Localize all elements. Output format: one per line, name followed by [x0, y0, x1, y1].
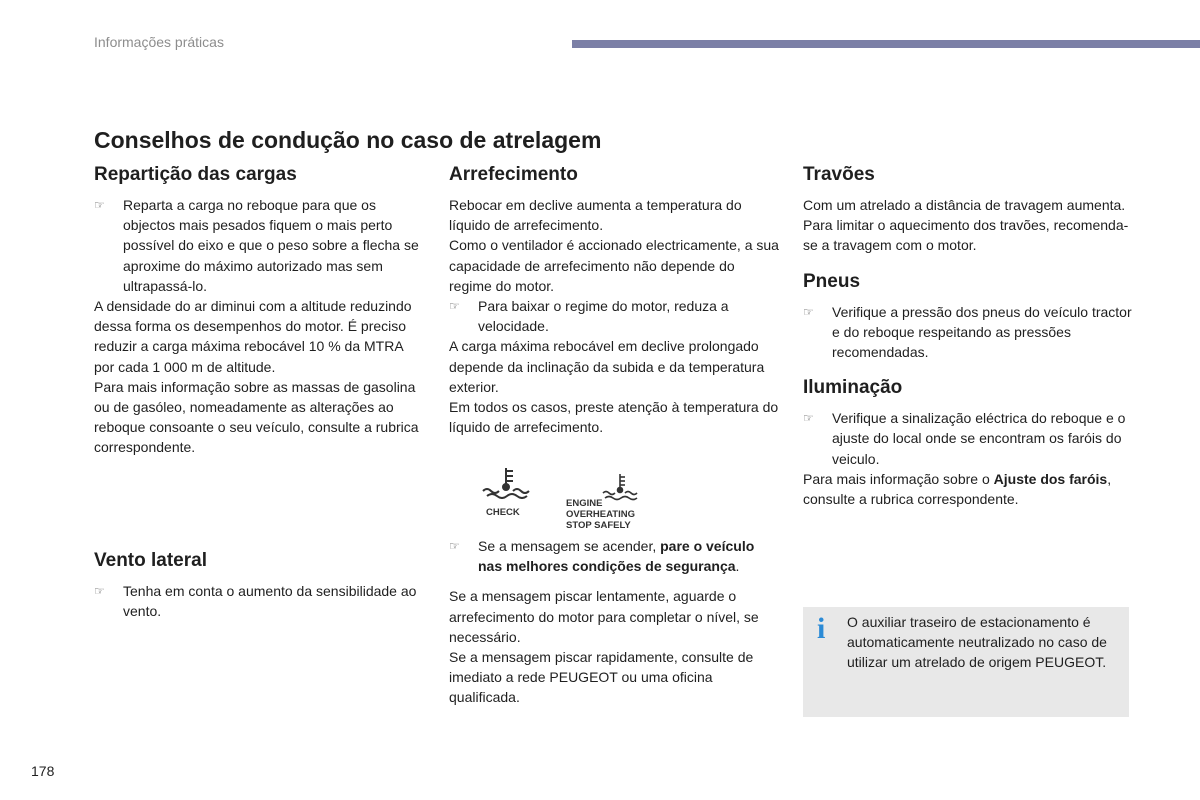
section-title-crosswind: Vento lateral [94, 550, 207, 571]
info-icon: i [817, 612, 826, 645]
coolant-temperature-icon [481, 465, 531, 499]
section-title-cooling: Arrefecimento [449, 164, 578, 185]
section-title-lighting: Iluminação [803, 377, 903, 399]
header-section-title: Informações práticas [94, 34, 224, 50]
bullet-item [94, 581, 424, 621]
bullet-item [449, 536, 779, 576]
icon-caption-line-1: ENGINE OVERHEATING [566, 498, 635, 520]
pointing-hand-icon: ☞ [449, 299, 460, 314]
paragraph-masses-info: Para mais informação sobre as massas de gasolina ou de gasóleo, nomeadamente as alterações ao reboque consoante o seu veículo, consulte a rubrica correspondente. [94, 378, 419, 456]
pointing-hand-icon: ☞ [803, 411, 814, 426]
section-message-actions [449, 536, 779, 708]
pointing-hand-icon: ☞ [449, 539, 460, 553]
header-accent-bar [572, 40, 1200, 48]
icon-caption-engine-overheating [566, 498, 674, 531]
bullet-item [94, 195, 424, 296]
bullet-text: Para baixar o regime do motor, reduza a velocidade. [478, 298, 729, 335]
paragraph-cooling-1: Rebocar em declive aumenta a temperatura do líquido de arrefecimento. [449, 197, 742, 234]
pointing-hand-icon: ☞ [94, 584, 105, 598]
bullet-text: Verifique a pressão dos pneus do veículo tractor e do reboque respeitando as pressões recomendadas. [832, 303, 1132, 361]
section-title-tyres: Pneus [803, 270, 861, 292]
paragraph-cooling-4: Em todos os casos, preste atenção à temperatura do líquido de arrefecimento. [449, 399, 779, 436]
info-text: O auxiliar traseiro de estacionamento é automaticamente neutralizado no caso de utilizar um atrelado de origem PEUGEOT. [847, 614, 1107, 671]
bullet-text-bold: pare o veículo nas melhores condições de segurança [478, 538, 755, 575]
icon-caption-check: CHECK [486, 507, 520, 518]
bullet-text-prefix: Se a mensagem se acender, [478, 538, 661, 554]
column-brakes-tyres-lighting [803, 163, 1133, 509]
section-crosswind [94, 549, 424, 621]
info-box [803, 607, 1129, 717]
pointing-hand-icon: ☞ [803, 304, 814, 319]
paragraph-lighting-info [803, 469, 1133, 509]
page-number: 178 [31, 763, 55, 779]
paragraph-brakes-1: Com um atrelado a distância de travagem aumenta. [803, 197, 1126, 213]
bullet-item [803, 408, 1133, 469]
bullet-text: Reparta a carga no reboque para que os objectos mais pesados fiquem o mais perto possível do eixo e que o peso sobre a flecha se aproxime do máximo autorizado mas sem ultrapassá-lo. [123, 197, 419, 294]
column-cooling [449, 163, 779, 437]
bullet-text [478, 536, 779, 576]
paragraph-altitude: A densidade do ar diminui com a altitude reduzindo dessa forma os desempenhos do motor. É preciso reduzir a carga máxima rebocável 10 % da MTRA por cada 1 000 m de altitude. [94, 298, 412, 375]
text-prefix: Para mais informação sobre o [803, 470, 994, 487]
paragraph-cooling-3: A carga máxima rebocável em declive prolongado depende da inclinação da subida e da temperatura exterior. [449, 338, 765, 395]
icon-caption-line-2: STOP SAFELY [566, 520, 631, 531]
paragraph-brakes-2: Para limitar o aquecimento dos travões, recomenda-se a travagem com o motor. [803, 217, 1129, 254]
bullet-text: Tenha em conta o aumento da sensibilidade ao vento. [123, 583, 417, 620]
paragraph-fast-blink: Se a mensagem piscar rapidamente, consulte de imediato a rede PEUGEOT ou uma oficina qualificada. [449, 649, 754, 706]
pointing-hand-icon: ☞ [94, 198, 105, 212]
paragraph-slow-blink: Se a mensagem piscar lentamente, aguarde o arrefecimento do motor para completar o nível, se necessário. [449, 588, 759, 645]
bullet-text: Verifique a sinalização eléctrica do reboque e o ajuste do local onde se encontram os faróis do veiculo. [832, 410, 1126, 467]
warning-icons-group [474, 465, 674, 531]
paragraph-cooling-2: Como o ventilador é accionado electricamente, a sua capacidade de arrefecimento não depende do regime do motor. [449, 237, 779, 294]
text-suffix: , consulte a rubrica correspondente. [803, 470, 1112, 508]
page-title: Conselhos de condução no caso de atrelagem [94, 127, 602, 153]
text-bold: Ajuste dos faróis [993, 470, 1108, 487]
bullet-text-suffix: . [735, 558, 740, 575]
bullet-item [803, 302, 1133, 363]
section-title-brakes: Travões [803, 164, 875, 185]
bullet-item [449, 296, 779, 336]
section-title-load-distribution: Repartição das cargas [94, 164, 297, 185]
column-load-distribution [94, 163, 424, 458]
